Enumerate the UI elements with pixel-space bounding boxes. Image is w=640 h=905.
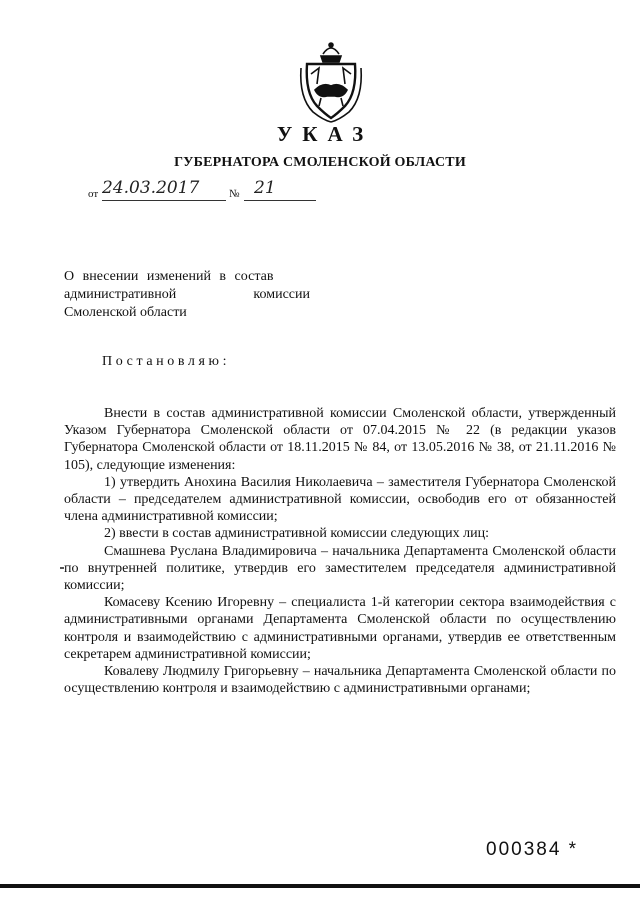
body-paragraph: 2) ввести в состав административной комиссии следующих лиц: [104,526,489,542]
scan-artifact [60,567,64,569]
body-paragraph: Ковалеву Людмилу Григорьевну – начальника Департамента Смоленской области по осуществлению контроля и взаимодействию с административными органами; [64,664,616,697]
number-underline [244,200,316,201]
coat-of-arms-icon [297,38,365,124]
date-underline [102,200,226,201]
document-serial-number: 000384 * [486,839,579,860]
page-bottom-bar [0,884,640,888]
document-title: УКАЗ [276,122,374,146]
date-number-line [88,178,328,208]
resolution-heading: Постановляю: [102,354,231,369]
body-paragraph: 1) утвердить Анохина Василия Николаевича – заместителя Губернатора Смоленской области – председателем административной комиссии, освободив его от обязанностей члена административной комиссии; [64,474,616,525]
body-paragraph: Комасеву Ксению Игоревну – специалиста 1-й категории сектора взаимодействия с административными органами Департамента Смоленской области по осуществлению контроля и взаимодействию с административными органами, утвердив ее ответственным секретарем административной комиссии; [64,595,616,662]
subject-line: О внесении изменений в состав [64,269,274,284]
body-paragraph: Смашнева Руслана Владимировича – начальника Департамента Смоленской области по внутренней политике, утвердив его заместителем председателя административной комиссии; [64,543,616,594]
handwritten-date: 24.03.2017 [102,178,200,198]
subject-word-right: комиссии [253,287,310,302]
subject-word-left: административной [64,287,177,302]
document-subject [64,268,310,322]
handwritten-number: 21 [254,178,276,198]
number-prefix: № [229,188,240,200]
date-prefix: от [88,188,99,200]
subject-line: Смоленской области [64,305,187,320]
body-paragraph: Внести в состав административной комиссии Смоленской области, утвержденный Указом Губернатора Смоленской области от 07.04.2015 № 22 (в редакции указов Губернатора Смоленской области от 18.11.2015 № 84, от 13.05.2016 № 38, от 21.11.2016 № 105), следующие изменения: [64,406,616,473]
subject-line-split [64,286,310,304]
document-subtitle: ГУБЕРНАТОРА СМОЛЕНСКОЙ ОБЛАСТИ [174,155,466,170]
document-body [64,405,616,697]
